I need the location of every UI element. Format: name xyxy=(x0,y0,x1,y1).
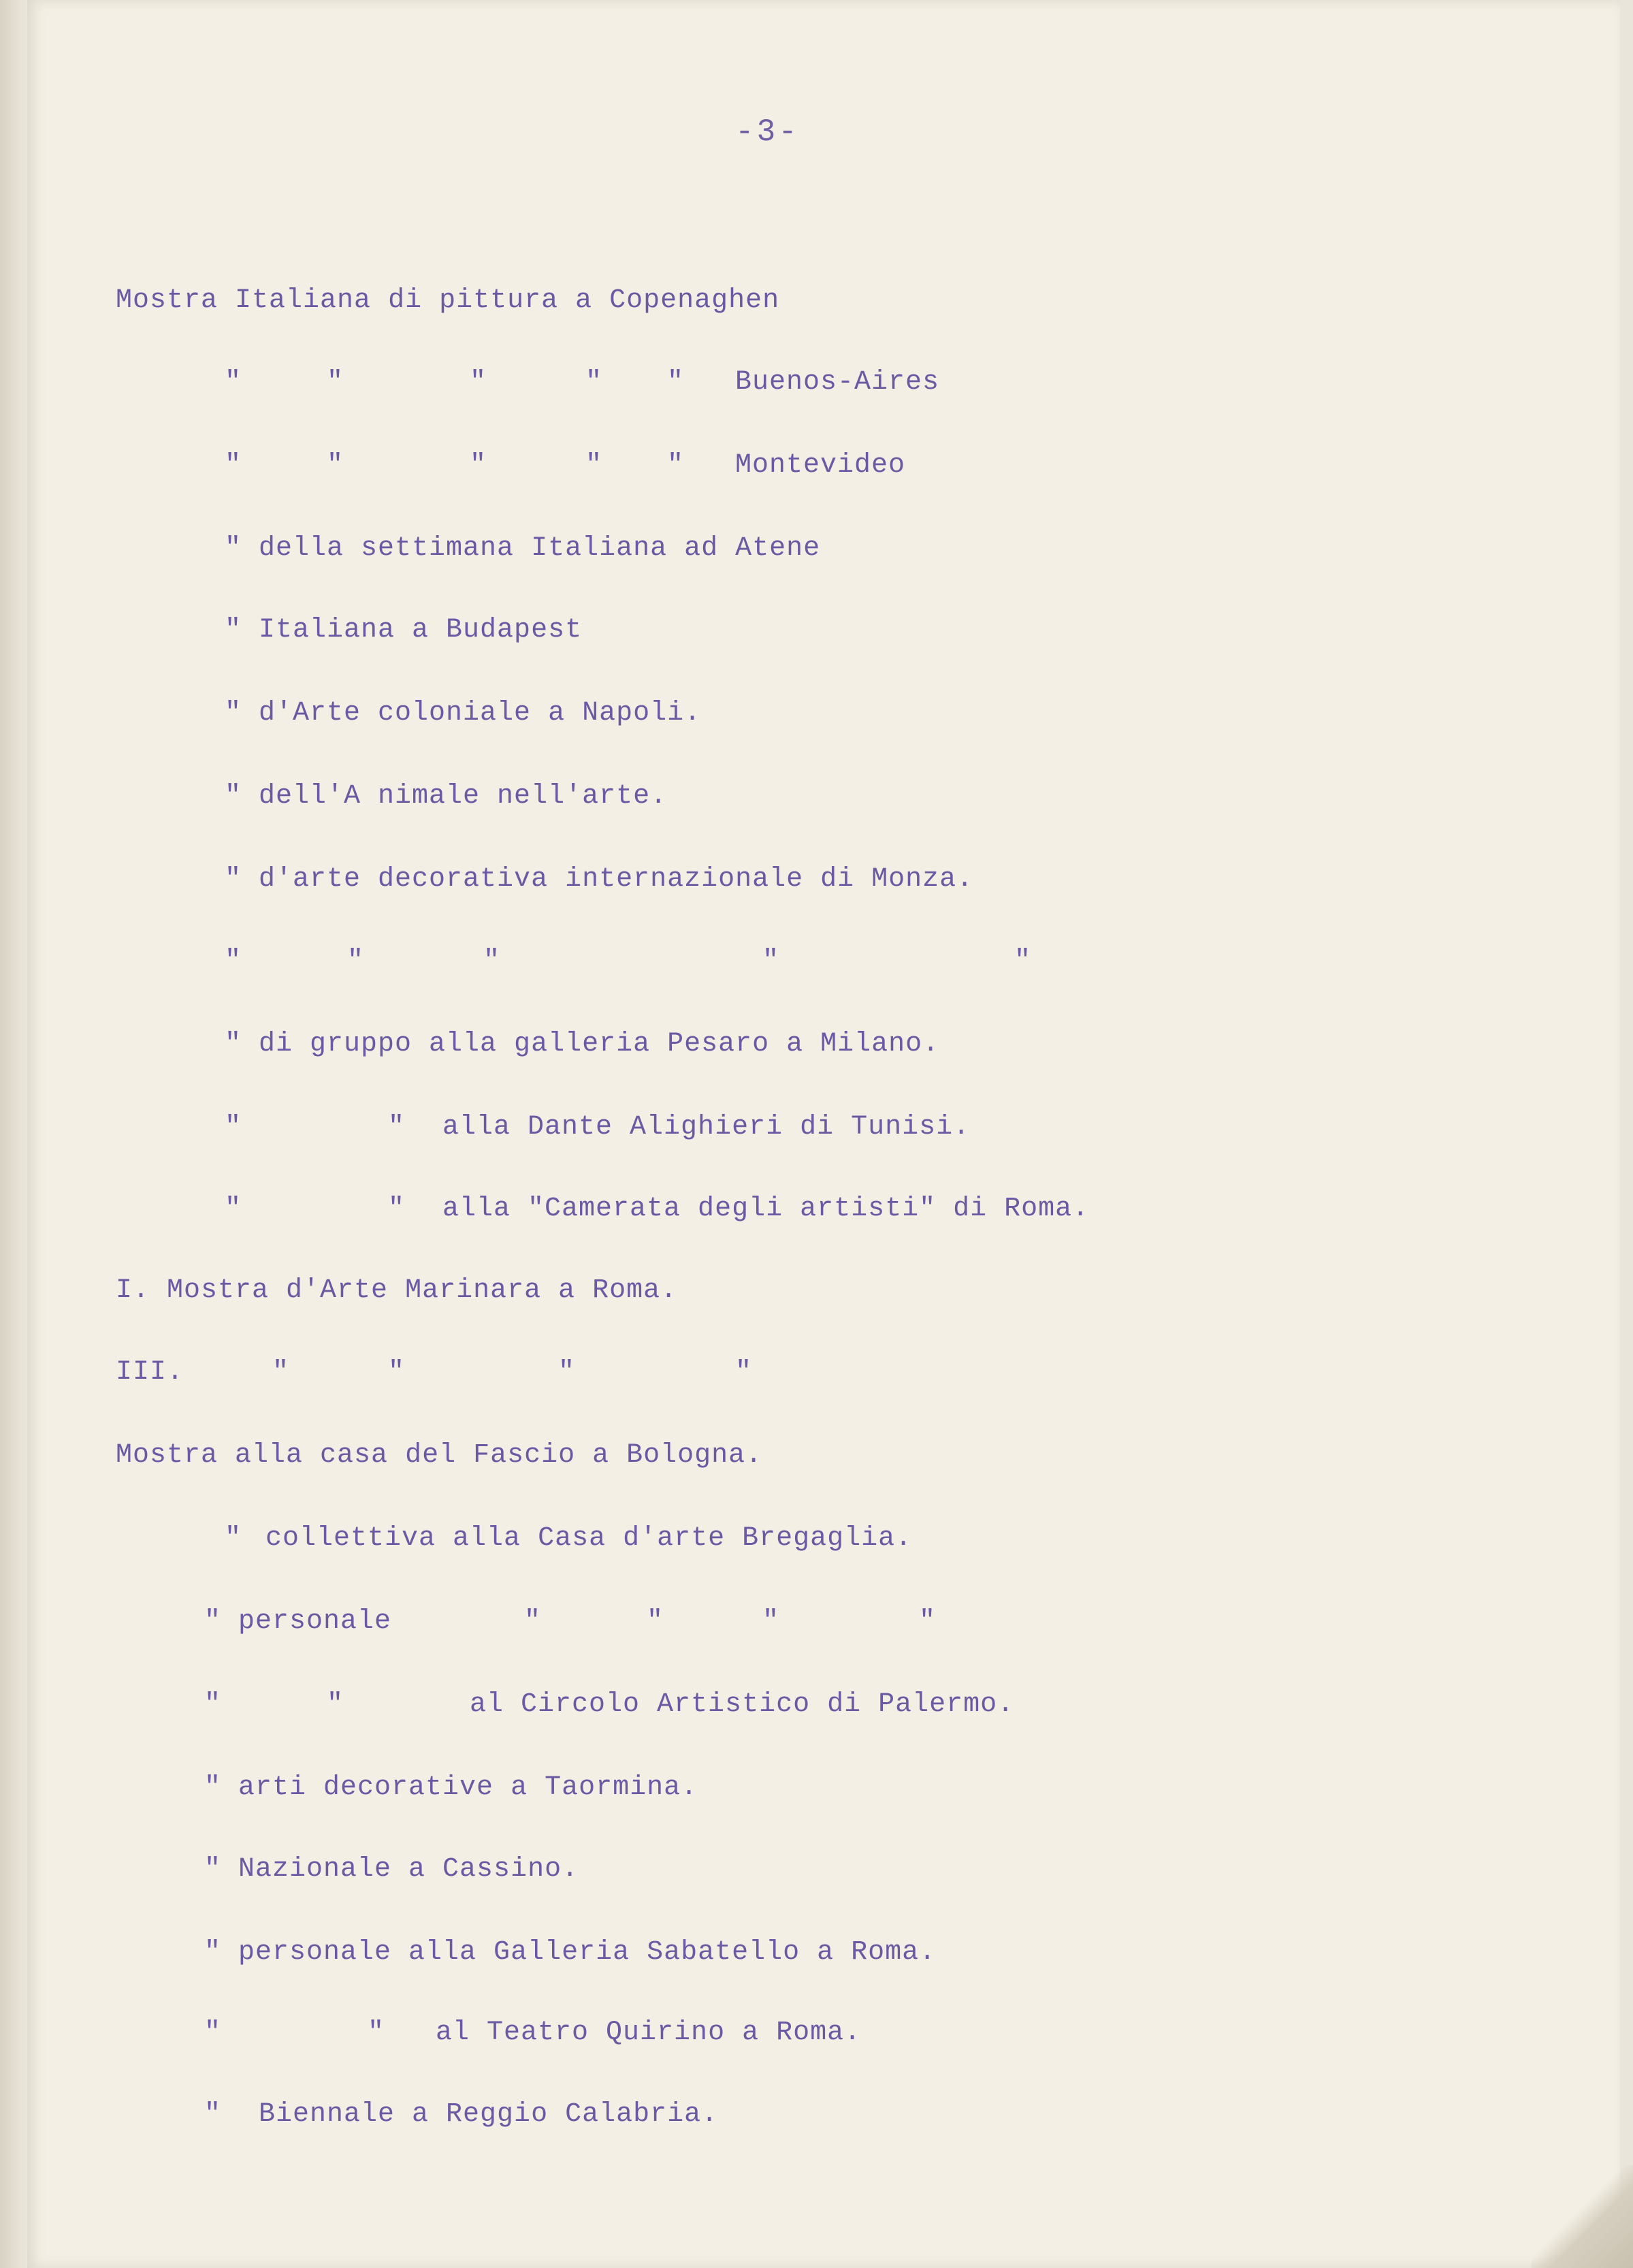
ditto-mark: " xyxy=(327,367,344,398)
ditto-mark: " xyxy=(225,781,242,812)
line-text: alla "Camerata degli artisti" di Roma. xyxy=(442,1194,1090,1224)
ditto-mark: " xyxy=(225,946,242,976)
line-text: personale alla Galleria Sabatello a Roma. xyxy=(238,1937,937,1968)
ditto-mark: " xyxy=(204,1937,222,1968)
ditto-mark: " xyxy=(585,367,603,398)
ditto-mark: " xyxy=(204,2017,222,2048)
line-text: al Teatro Quirino a Roma. xyxy=(436,2017,862,2048)
line-text: Mostra alla casa del Fascio a Bologna. xyxy=(116,1440,763,1471)
ditto-mark: " xyxy=(272,1357,290,1388)
ditto-mark: " xyxy=(647,1606,664,1637)
line-text: personale xyxy=(238,1606,392,1637)
ditto-mark: " xyxy=(204,2099,222,2130)
ditto-mark: " xyxy=(225,1029,242,1059)
ditto-mark: " xyxy=(327,450,344,481)
line-text: arti decorative a Taormina. xyxy=(238,1772,698,1803)
ditto-mark: " xyxy=(204,1606,222,1637)
ditto-mark: " xyxy=(919,1606,937,1637)
line-text: I. Mostra d'Arte Marinara a Roma. xyxy=(116,1275,678,1306)
line-text: al Circolo Artistico di Palermo. xyxy=(470,1689,1015,1720)
ditto-mark: " xyxy=(225,864,242,895)
ditto-mark: " xyxy=(204,1772,222,1803)
ditto-mark: " xyxy=(388,1194,406,1224)
ditto-mark: " xyxy=(368,2017,385,2048)
ditto-mark: " xyxy=(388,1112,406,1143)
line-text: Mostra Italiana di pittura a Copenaghen xyxy=(116,285,780,316)
ditto-mark: " xyxy=(735,1357,753,1388)
page-number: -3- xyxy=(735,114,800,150)
ditto-mark: " xyxy=(762,946,780,976)
line-text: di gruppo alla galleria Pesaro a Milano. xyxy=(259,1029,940,1059)
page-fold-edge xyxy=(0,0,27,2268)
ditto-mark: " xyxy=(524,1606,542,1637)
ditto-mark: " xyxy=(667,450,685,481)
ditto-mark: " xyxy=(388,1357,406,1388)
ditto-mark: " xyxy=(225,1194,242,1224)
line-text: della settimana Italiana ad Atene xyxy=(259,533,821,564)
ditto-mark: " xyxy=(470,450,487,481)
line-text: Biennale a Reggio Calabria. xyxy=(259,2099,719,2130)
ditto-mark: " xyxy=(327,1689,344,1720)
line-text: d'Arte coloniale a Napoli. xyxy=(259,698,702,729)
ditto-mark: " xyxy=(470,367,487,398)
line-text: collettiva alla Casa d'arte Bregaglia. xyxy=(265,1523,913,1554)
ditto-mark: " xyxy=(204,1689,222,1720)
ditto-mark: " xyxy=(1014,946,1032,976)
line-text: dell'A nimale nell'arte. xyxy=(259,781,668,812)
ditto-mark: " xyxy=(558,1357,576,1388)
ditto-mark: " xyxy=(225,367,242,398)
ditto-mark: " xyxy=(225,1112,242,1143)
ditto-mark: " xyxy=(225,533,242,564)
line-text: Italiana a Budapest xyxy=(259,615,583,645)
line-text: Nazionale a Cassino. xyxy=(238,1854,579,1885)
line-text: d'arte decorativa internazionale di Monza. xyxy=(259,864,974,895)
ditto-mark: " xyxy=(667,367,685,398)
ditto-mark: " xyxy=(225,698,242,729)
ditto-mark: " xyxy=(204,1854,222,1885)
list-item xyxy=(116,2098,719,2229)
ditto-mark: " xyxy=(225,615,242,645)
page-corner-curl xyxy=(1532,2165,1633,2268)
line-prefix: III. xyxy=(116,1357,184,1388)
ditto-mark: " xyxy=(225,450,242,481)
ditto-mark: " xyxy=(347,946,365,976)
ditto-mark: " xyxy=(225,1523,242,1554)
line-text: Buenos-Aires xyxy=(735,367,940,398)
ditto-mark: " xyxy=(483,946,501,976)
document-page xyxy=(27,0,1620,2268)
line-text: alla Dante Alighieri di Tunisi. xyxy=(442,1112,971,1143)
line-text: Montevideo xyxy=(735,450,906,481)
ditto-mark: " xyxy=(762,1606,780,1637)
ditto-mark: " xyxy=(585,450,603,481)
